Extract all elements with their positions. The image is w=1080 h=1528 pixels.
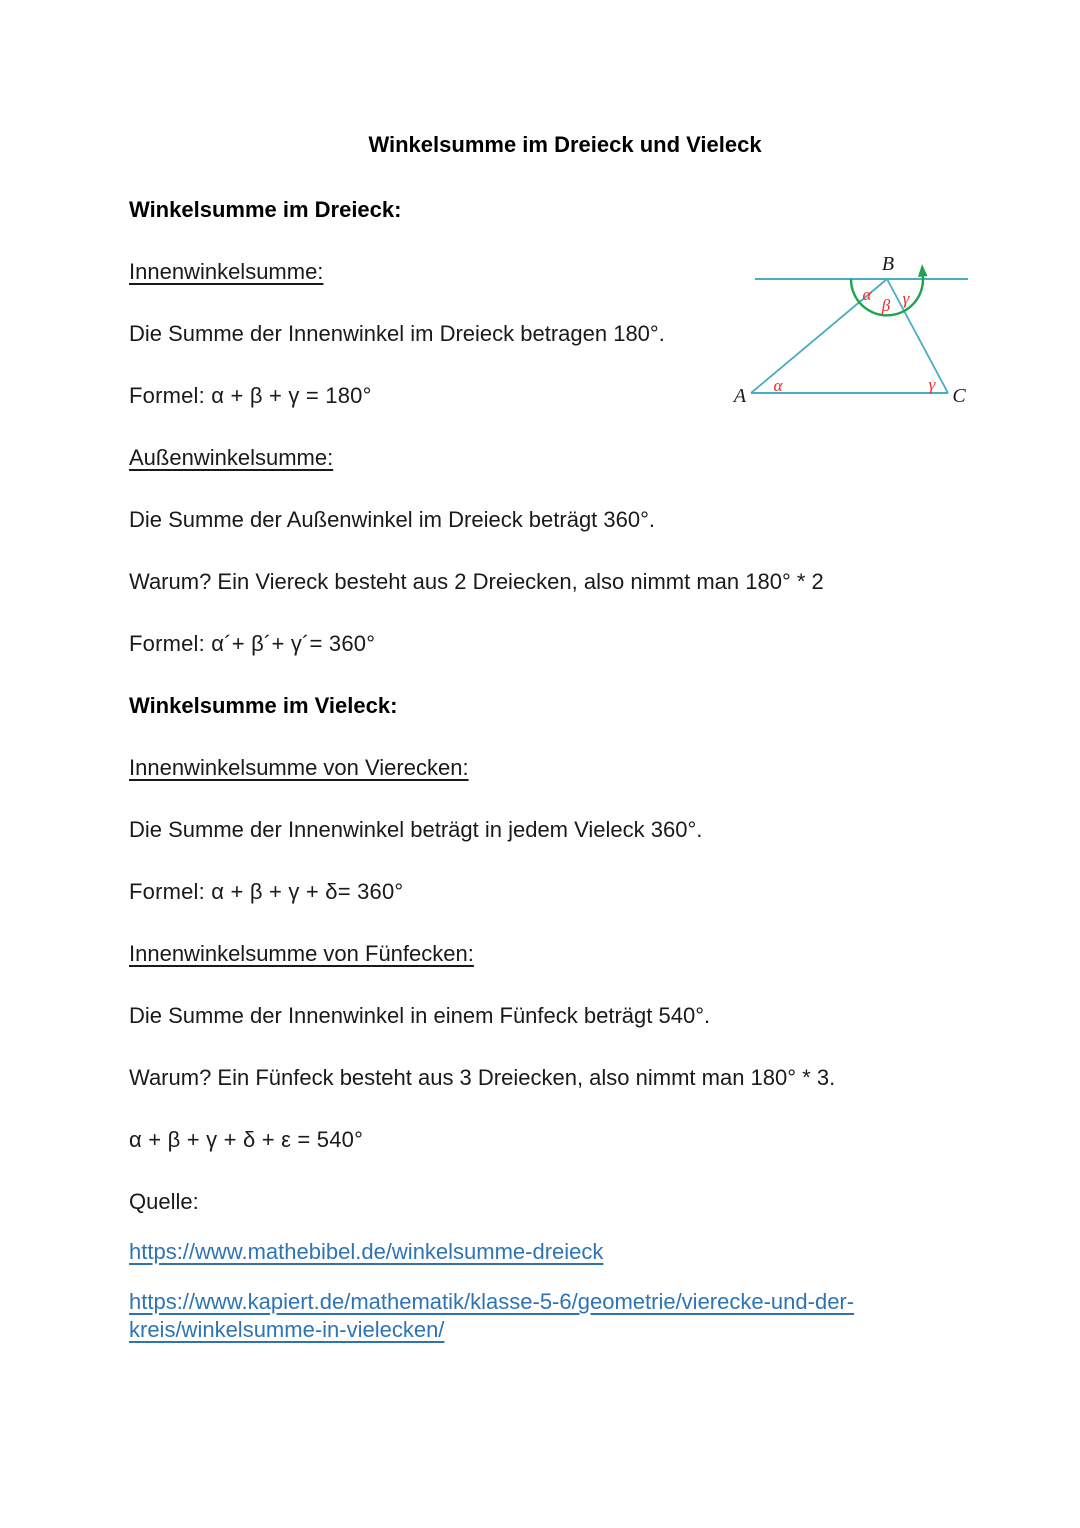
text-innenwinkel-fuenfeck: Die Summe der Innenwinkel in einem Fünfeck beträgt 540°. [129, 1003, 711, 1028]
page-title: Winkelsumme im Dreieck und Vieleck [368, 132, 762, 157]
heading-winkelsumme-vieleck: Winkelsumme im Vieleck: [129, 693, 398, 718]
text-warum-viereck: Warum? Ein Viereck besteht aus 2 Dreiecken, also nimmt man 180° * 2 [129, 569, 824, 594]
subheading-innenwinkel-fuenfecke: Innenwinkelsumme von Fünfecken: [129, 941, 474, 966]
vertex-label-b: B [881, 253, 895, 275]
angle-label-gamma-at-c: γ [928, 375, 936, 394]
source-label: Quelle: [129, 1189, 199, 1214]
angle-label-alpha-at-b: α [862, 285, 872, 304]
subheading-innenwinkelsumme: Innenwinkelsumme: [129, 259, 324, 284]
subheading-innenwinkel-vierecke: Innenwinkelsumme von Vierecken: [129, 755, 469, 780]
triangle-side-bc [887, 279, 948, 393]
link-kapiert[interactable]: https://www.kapiert.de/mathematik/klasse-5-6/geometrie/vierecke-und-der-kreis/winkelsumme-in-vielecken/ [129, 1289, 855, 1342]
text-innenwinkel-vieleck: Die Summe der Innenwinkel beträgt in jedem Vieleck 360°. [129, 817, 703, 842]
text-innenwinkel-dreieck: Die Summe der Innenwinkel im Dreieck betragen 180°. [129, 321, 665, 346]
triangle-angle-sum-diagram [728, 248, 980, 412]
text-aussenwinkel-dreieck: Die Summe der Außenwinkel im Dreieck beträgt 360°. [129, 507, 656, 532]
angle-label-gamma-at-b: γ [902, 289, 910, 308]
text-warum-fuenfeck: Warum? Ein Fünfeck besteht aus 3 Dreiecken, also nimmt man 180° * 3. [129, 1065, 836, 1090]
angle-label-beta-at-b: β [881, 296, 891, 315]
formula-innenwinkel-fuenfeck: α + β + γ + δ + ε = 540° [129, 1127, 364, 1152]
heading-winkelsumme-dreieck: Winkelsumme im Dreieck: [129, 197, 402, 222]
vertex-label-c: C [952, 385, 966, 407]
link-mathebibel[interactable]: https://www.mathebibel.de/winkelsumme-dreieck [129, 1239, 604, 1264]
formula-aussenwinkel-dreieck: Formel: α´+ β´+ γ´= 360° [129, 631, 376, 656]
vertex-label-a: A [733, 385, 747, 407]
arc-arrow-icon [918, 264, 928, 277]
formula-innenwinkel-viereck: Formel: α + β + γ + δ= 360° [129, 879, 404, 904]
subheading-aussenwinkelsumme: Außenwinkelsumme: [129, 445, 334, 470]
angle-label-alpha-at-a: α [773, 376, 783, 395]
formula-innenwinkel-dreieck: Formel: α + β + γ = 180° [129, 383, 372, 408]
